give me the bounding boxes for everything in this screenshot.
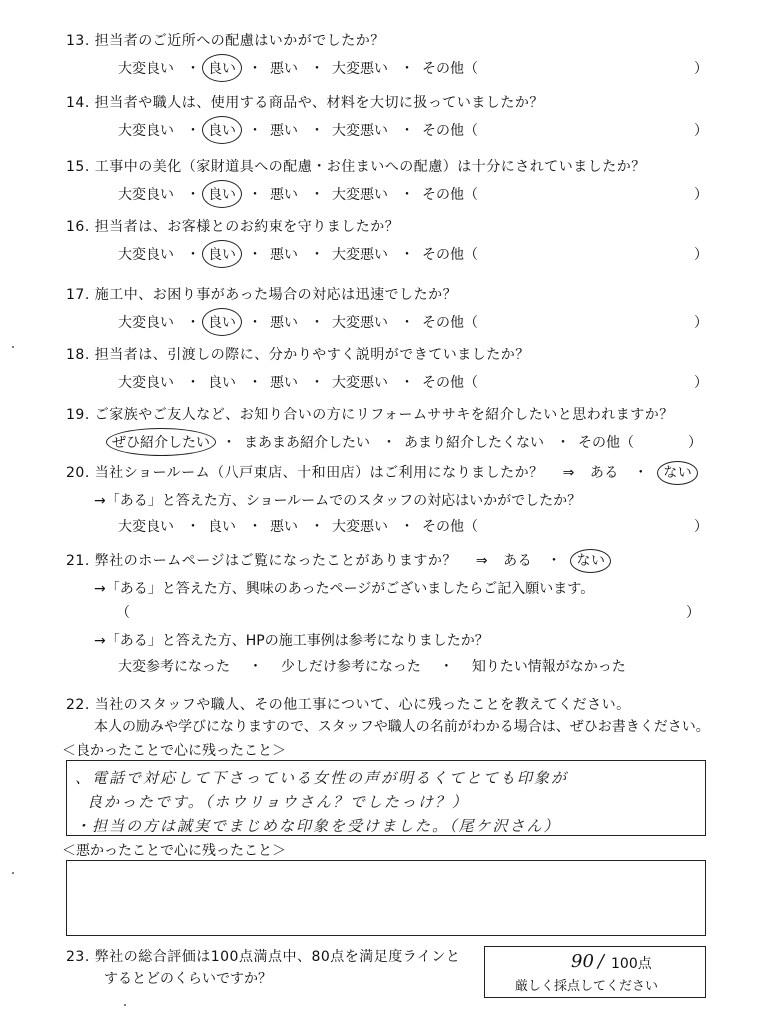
separator-dot: ・ [310, 61, 324, 77]
option-4[interactable]: 大変悪い [332, 375, 388, 391]
separator-dot: ・ [400, 123, 414, 139]
separator-dot: ・ [248, 123, 262, 139]
other-close-paren: ） [694, 187, 708, 203]
separator-dot: ・ [382, 435, 396, 451]
separator-dot: ・ [222, 435, 236, 451]
question-number: 15. [66, 159, 90, 175]
other-close-paren: ） [694, 519, 708, 535]
option-3[interactable]: 悪い [270, 61, 298, 77]
separator-dot: ・ [186, 519, 200, 535]
separator-dot: ・ [310, 247, 324, 263]
option-5[interactable]: その他（ [422, 247, 478, 263]
q21-options: 大変参考になった ・ 少しだけ参考になった ・ 知りたい情報がなかった [118, 659, 626, 675]
separator-dot: ・ [248, 519, 262, 535]
separator-dot: ・ [186, 375, 200, 391]
q21-option-3[interactable]: 知りたい情報がなかった [471, 659, 626, 675]
separator-dot: ・ [556, 435, 570, 451]
separator-dot: ・ [310, 519, 324, 535]
q22-line1: 22. 当社のスタッフや職人、その他工事について、心に残ったことを教えてください。 [66, 697, 631, 713]
question-19-text [66, 404, 674, 424]
separator-dot: ・ [310, 187, 324, 203]
q21-text: 21. 弊社のホームページはご覧になったことがありますか？ ⇒ ある ・ ない [66, 553, 606, 569]
option-2[interactable]: 良い [208, 375, 236, 391]
separator-dot: ・ [400, 519, 414, 535]
option-1[interactable]: 大変良い [118, 315, 174, 331]
option-2[interactable]: 良い [208, 184, 236, 204]
option-1[interactable]: 大変良い [118, 375, 174, 391]
separator-dot: ・ [310, 375, 324, 391]
q21-answer-field[interactable]: （ ） [116, 605, 700, 621]
question-13-options [118, 58, 708, 78]
question-label: 工事中の美化（家財道具への配慮・お住まいへの配慮）は十分にされていましたか？ [94, 159, 646, 175]
separator-dot: ・ [400, 247, 414, 263]
option-1[interactable]: 大変良い [118, 247, 174, 263]
question-number: 19. [66, 407, 90, 423]
q23-line1: 23. 弊社の総合評価は100点満点中、80点を満足度ラインと [66, 949, 461, 965]
option-1[interactable]: 大変良い [118, 187, 174, 203]
q20-options [118, 516, 708, 536]
separator-dot: ・ [248, 375, 262, 391]
q20-no[interactable]: ない [663, 465, 693, 481]
question-14-text [66, 92, 544, 112]
q21-option-1[interactable]: 大変参考になった [118, 659, 230, 675]
separator-dot: ・ [248, 315, 262, 331]
option-4[interactable]: 大変悪い [332, 123, 388, 139]
option-2[interactable]: 良い [208, 312, 236, 332]
question-number: 18. [66, 347, 90, 363]
score-note: 厳しく採点してください [515, 979, 659, 994]
option-4[interactable]: 大変悪い [332, 315, 388, 331]
other-close-paren: ） [694, 247, 708, 263]
separator-dot: ・ [400, 375, 414, 391]
score-box[interactable] [484, 946, 706, 998]
bad-comment-box[interactable] [66, 860, 706, 936]
q20-text: 20. 当社ショールーム（八戸東店、十和田店）はご利用になりましたか？ ⇒ ある ・ ない [66, 465, 693, 481]
q21-no[interactable]: ない [576, 553, 606, 569]
option-2[interactable]: まあまあ紹介したい [244, 435, 370, 451]
other-close-paren: ） [694, 315, 708, 331]
question-15-text [66, 156, 646, 176]
question-number: 16. [66, 219, 90, 235]
q20-option-4[interactable]: 大変悪い [332, 519, 388, 535]
option-3[interactable]: 悪い [270, 315, 298, 331]
option-3[interactable]: 悪い [270, 187, 298, 203]
question-label: 担当者は、お客様とのお約束を守りましたか？ [94, 219, 400, 235]
option-2[interactable]: 良い [208, 244, 236, 264]
scan-speck [124, 1004, 126, 1006]
option-5[interactable]: その他（ [422, 315, 478, 331]
option-4[interactable]: 大変悪い [332, 247, 388, 263]
option-4[interactable]: 大変悪い [332, 61, 388, 77]
good-comment-line-1: 、電話で対応して下さっている女性の声が明るくてとても印象が [75, 769, 569, 787]
good-comment-line-3: ・担当の方は誠実でまじめな印象を受けました。（尾ケ沢さん） [75, 817, 561, 835]
option-5[interactable]: その他（ [422, 187, 478, 203]
option-2[interactable]: 良い [208, 58, 236, 78]
question-17-text [66, 284, 457, 304]
option-5[interactable]: その他（ [422, 375, 478, 391]
other-close-paren: ） [688, 435, 702, 451]
separator-dot: ・ [310, 315, 324, 331]
bad-label: ＜悪かったことで心に残ったこと＞ [62, 843, 286, 859]
separator-dot: ・ [400, 187, 414, 203]
option-3[interactable]: 悪い [270, 247, 298, 263]
separator-dot: ・ [248, 61, 262, 77]
question-16-text [66, 216, 399, 236]
option-3[interactable]: 悪い [270, 375, 298, 391]
score-unit: 100点 [611, 956, 652, 972]
q21-option-2[interactable]: 少しだけ参考になった [280, 659, 421, 675]
option-3[interactable]: あまり紹介したくない [404, 435, 544, 451]
option-4[interactable]: その他（ [578, 435, 634, 451]
question-label: 担当者は、引渡しの際に、分かりやすく説明ができていましたか？ [94, 347, 530, 363]
q21-yes[interactable]: ある [503, 553, 533, 569]
question-18-text [66, 344, 530, 364]
question-16-options [118, 244, 708, 264]
q20-option-3[interactable]: 悪い [270, 519, 298, 535]
q22-line2: 本人の励みや学びになりますので、スタッフや職人の名前がわかる場合は、ぜひお書きください。 [94, 719, 710, 735]
other-close-paren: ） [694, 123, 708, 139]
question-17-options [118, 312, 708, 332]
question-13-text [66, 30, 385, 50]
separator-dot: ・ [186, 123, 200, 139]
option-1[interactable]: 大変良い [118, 61, 174, 77]
score-value: 90 / [571, 951, 604, 972]
separator-dot: ・ [400, 315, 414, 331]
q20-option-2[interactable]: 良い [208, 519, 236, 535]
other-close-paren: ） [694, 61, 708, 77]
question-label: ご家族やご友人など、お知り合いの方にリフォームササキを紹介したいと思われますか？ [94, 407, 674, 423]
q20-yes[interactable]: ある [589, 465, 619, 481]
q23-line2: するとどのくらいですか？ [104, 971, 272, 987]
question-number: 14. [66, 95, 90, 111]
q21-sub1: →「ある」と答えた方、興味のあったページがございましたらご記入願います。 [94, 581, 595, 597]
separator-dot: ・ [400, 61, 414, 77]
separator-dot: ・ [186, 187, 200, 203]
option-1[interactable]: ぜひ紹介したい [112, 432, 210, 452]
separator-dot: ・ [186, 247, 200, 263]
separator-dot: ・ [248, 187, 262, 203]
question-15-options [118, 184, 708, 204]
separator-dot: ・ [186, 61, 200, 77]
option-5[interactable]: その他（ [422, 61, 478, 77]
scan-speck [12, 346, 14, 348]
separator-dot: ・ [186, 315, 200, 331]
question-label: 担当者や職人は、使用する商品や、材料を大切に扱っていましたか？ [94, 95, 544, 111]
other-close-paren: ） [694, 375, 708, 391]
question-number: 17. [66, 287, 90, 303]
good-comment-line-2: 良かったです。（ホウリョウさん？でしたっけ？） [87, 793, 469, 811]
question-label: 担当者のご近所への配慮はいかがでしたか？ [94, 33, 385, 49]
option-1[interactable]: 大変良い [118, 123, 174, 139]
question-label: 施工中、お困り事があった場合の対応は迅速でしたか？ [94, 287, 458, 303]
q21-sub2: →「ある」と答えた方、HPの施工事例は参考になりましたか？ [94, 633, 489, 649]
good-label: ＜良かったことで心に残ったこと＞ [62, 743, 286, 759]
option-2[interactable]: 良い [208, 120, 236, 140]
q20-option-5[interactable]: その他（ [422, 519, 478, 535]
q20-sub: →「ある」と答えた方、ショールームでのスタッフの対応はいかがでしたか？ [94, 493, 582, 509]
separator-dot: ・ [310, 123, 324, 139]
question-14-options [118, 120, 708, 140]
option-4[interactable]: 大変悪い [332, 187, 388, 203]
question-19-options [112, 432, 702, 452]
q20-option-1[interactable]: 大変良い [118, 519, 174, 535]
question-18-options [118, 372, 708, 392]
option-5[interactable]: その他（ [422, 123, 478, 139]
separator-dot: ・ [248, 247, 262, 263]
option-3[interactable]: 悪い [270, 123, 298, 139]
scan-speck [12, 872, 14, 874]
good-comment-box[interactable] [66, 760, 706, 836]
question-number: 13. [66, 33, 90, 49]
